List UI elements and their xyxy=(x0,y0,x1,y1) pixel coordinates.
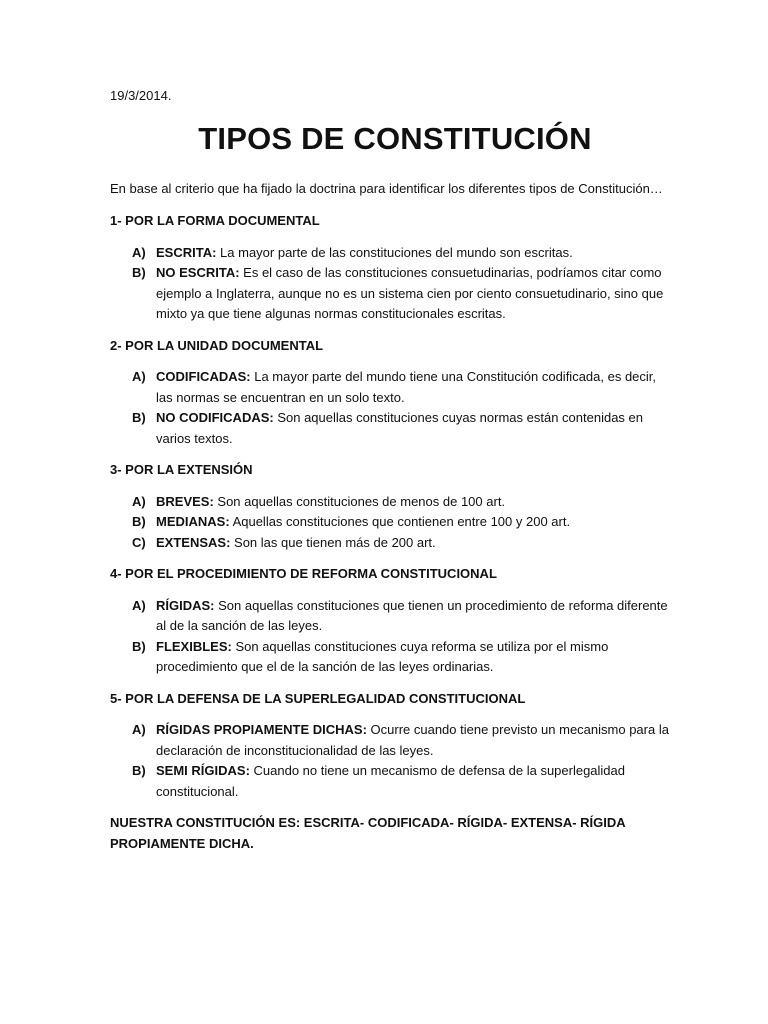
list-item-term: NO CODIFICADAS: xyxy=(156,410,274,425)
section-list xyxy=(110,720,670,802)
list-item-text: Ocurre cuando tiene previsto un mecanismo para la declaración de inconstitucionalidad de las leyes. xyxy=(156,722,669,758)
list-item-text: La mayor parte de las constituciones del mundo son escritas. xyxy=(216,244,573,260)
section-heading: 4- POR EL PROCEDIMIENTO DE REFORMA CONSTITUCIONAL xyxy=(110,566,497,581)
list-item-term: FLEXIBLES: xyxy=(156,638,232,654)
list-item-text: Cuando no tiene un mecanismo de defensa de la superlegalidad constitucional. xyxy=(156,763,626,799)
section-heading: 3- POR LA EXTENSIÓN xyxy=(110,462,253,477)
list-item-term: BREVES: xyxy=(156,493,214,509)
list-item-term: CODIFICADAS: xyxy=(156,369,251,384)
list-item-text: Aquellas constituciones que contienen entre 100 y 200 art. xyxy=(229,514,571,529)
list-item-term: EXTENSAS: xyxy=(156,534,231,550)
list-item xyxy=(110,761,670,802)
section-list xyxy=(110,596,670,678)
document-title: TIPOS DE CONSTITUCIÓN xyxy=(198,120,592,156)
list-item-marker: A) xyxy=(132,597,146,613)
list-item xyxy=(110,243,670,264)
list-item-text: Son aquellas constituciones cuya reforma se utiliza por el mismo procedimiento que el de la sanción de las leyes ordinarias. xyxy=(156,638,609,674)
list-item xyxy=(110,367,670,408)
list-item-marker: B) xyxy=(132,763,146,778)
list-item-text: Son aquellas constituciones de menos de 100 art. xyxy=(213,493,506,509)
section-heading: 5- POR LA DEFENSA DE LA SUPERLEGALIDAD CONSTITUCIONAL xyxy=(110,690,526,706)
list-item-term: RÍGIDAS: xyxy=(156,597,215,613)
list-item xyxy=(110,637,670,678)
list-item-term: SEMI RÍGIDAS: xyxy=(156,763,250,778)
list-item xyxy=(110,533,670,554)
list-item-marker: B) xyxy=(132,514,146,529)
list-item-text: Son aquellas constituciones que tienen un procedimiento de reforma diferente al de la sanción de las leyes. xyxy=(156,597,668,633)
section-list xyxy=(110,492,670,554)
sections-container xyxy=(110,211,670,802)
list-item-marker: A) xyxy=(132,369,146,384)
list-item-text: Son las que tienen más de 200 art. xyxy=(230,534,436,550)
list-item-marker: B) xyxy=(132,638,146,654)
document-page xyxy=(110,86,670,854)
list-item-marker: A) xyxy=(132,244,146,260)
list-item xyxy=(110,263,670,325)
list-item-term: NO ESCRITA: xyxy=(156,265,240,280)
list-item-term: ESCRITA: xyxy=(156,244,217,260)
section-list xyxy=(110,243,670,325)
intro-paragraph: En base al criterio que ha fijado la doctrina para identificar los diferentes tipos de Constitución… xyxy=(110,180,663,196)
list-item xyxy=(110,596,670,637)
list-item-term: MEDIANAS: xyxy=(156,514,230,529)
list-item-marker: C) xyxy=(132,534,146,550)
section-heading: 2- POR LA UNIDAD DOCUMENTAL xyxy=(110,337,324,353)
list-item-marker: B) xyxy=(132,265,146,280)
list-item-text: Es el caso de las constituciones consuetudinarias, podríamos citar como ejemplo a Inglaterra, aunque no es un sistema cien por ciento consuetudinario, sino que mixto ya que tiene algunas normas constitucionales escritas. xyxy=(156,265,664,321)
list-item xyxy=(110,492,670,513)
list-item xyxy=(110,408,670,449)
list-item-marker: A) xyxy=(132,722,146,737)
list-item-text: La mayor parte del mundo tiene una Constitución codificada, es decir, las normas se encuentran en un solo texto. xyxy=(156,369,657,405)
list-item-term: RÍGIDAS PROPIAMENTE DICHAS: xyxy=(156,722,367,737)
conclusion-paragraph: NUESTRA CONSTITUCIÓN ES: ESCRITA- CODIFICADA- RÍGIDA- EXTENSA- RÍGIDA PROPIAMENTE DICHA. xyxy=(110,815,626,851)
section-heading: 1- POR LA FORMA DOCUMENTAL xyxy=(110,213,320,228)
list-item xyxy=(110,720,670,761)
document-date: 19/3/2014. xyxy=(110,88,172,103)
list-item-marker: A) xyxy=(132,493,146,509)
section-list xyxy=(110,367,670,449)
list-item xyxy=(110,512,670,533)
list-item-text: Son aquellas constituciones cuyas normas están contenidas en varios textos. xyxy=(156,410,643,446)
list-item-marker: B) xyxy=(132,410,146,425)
